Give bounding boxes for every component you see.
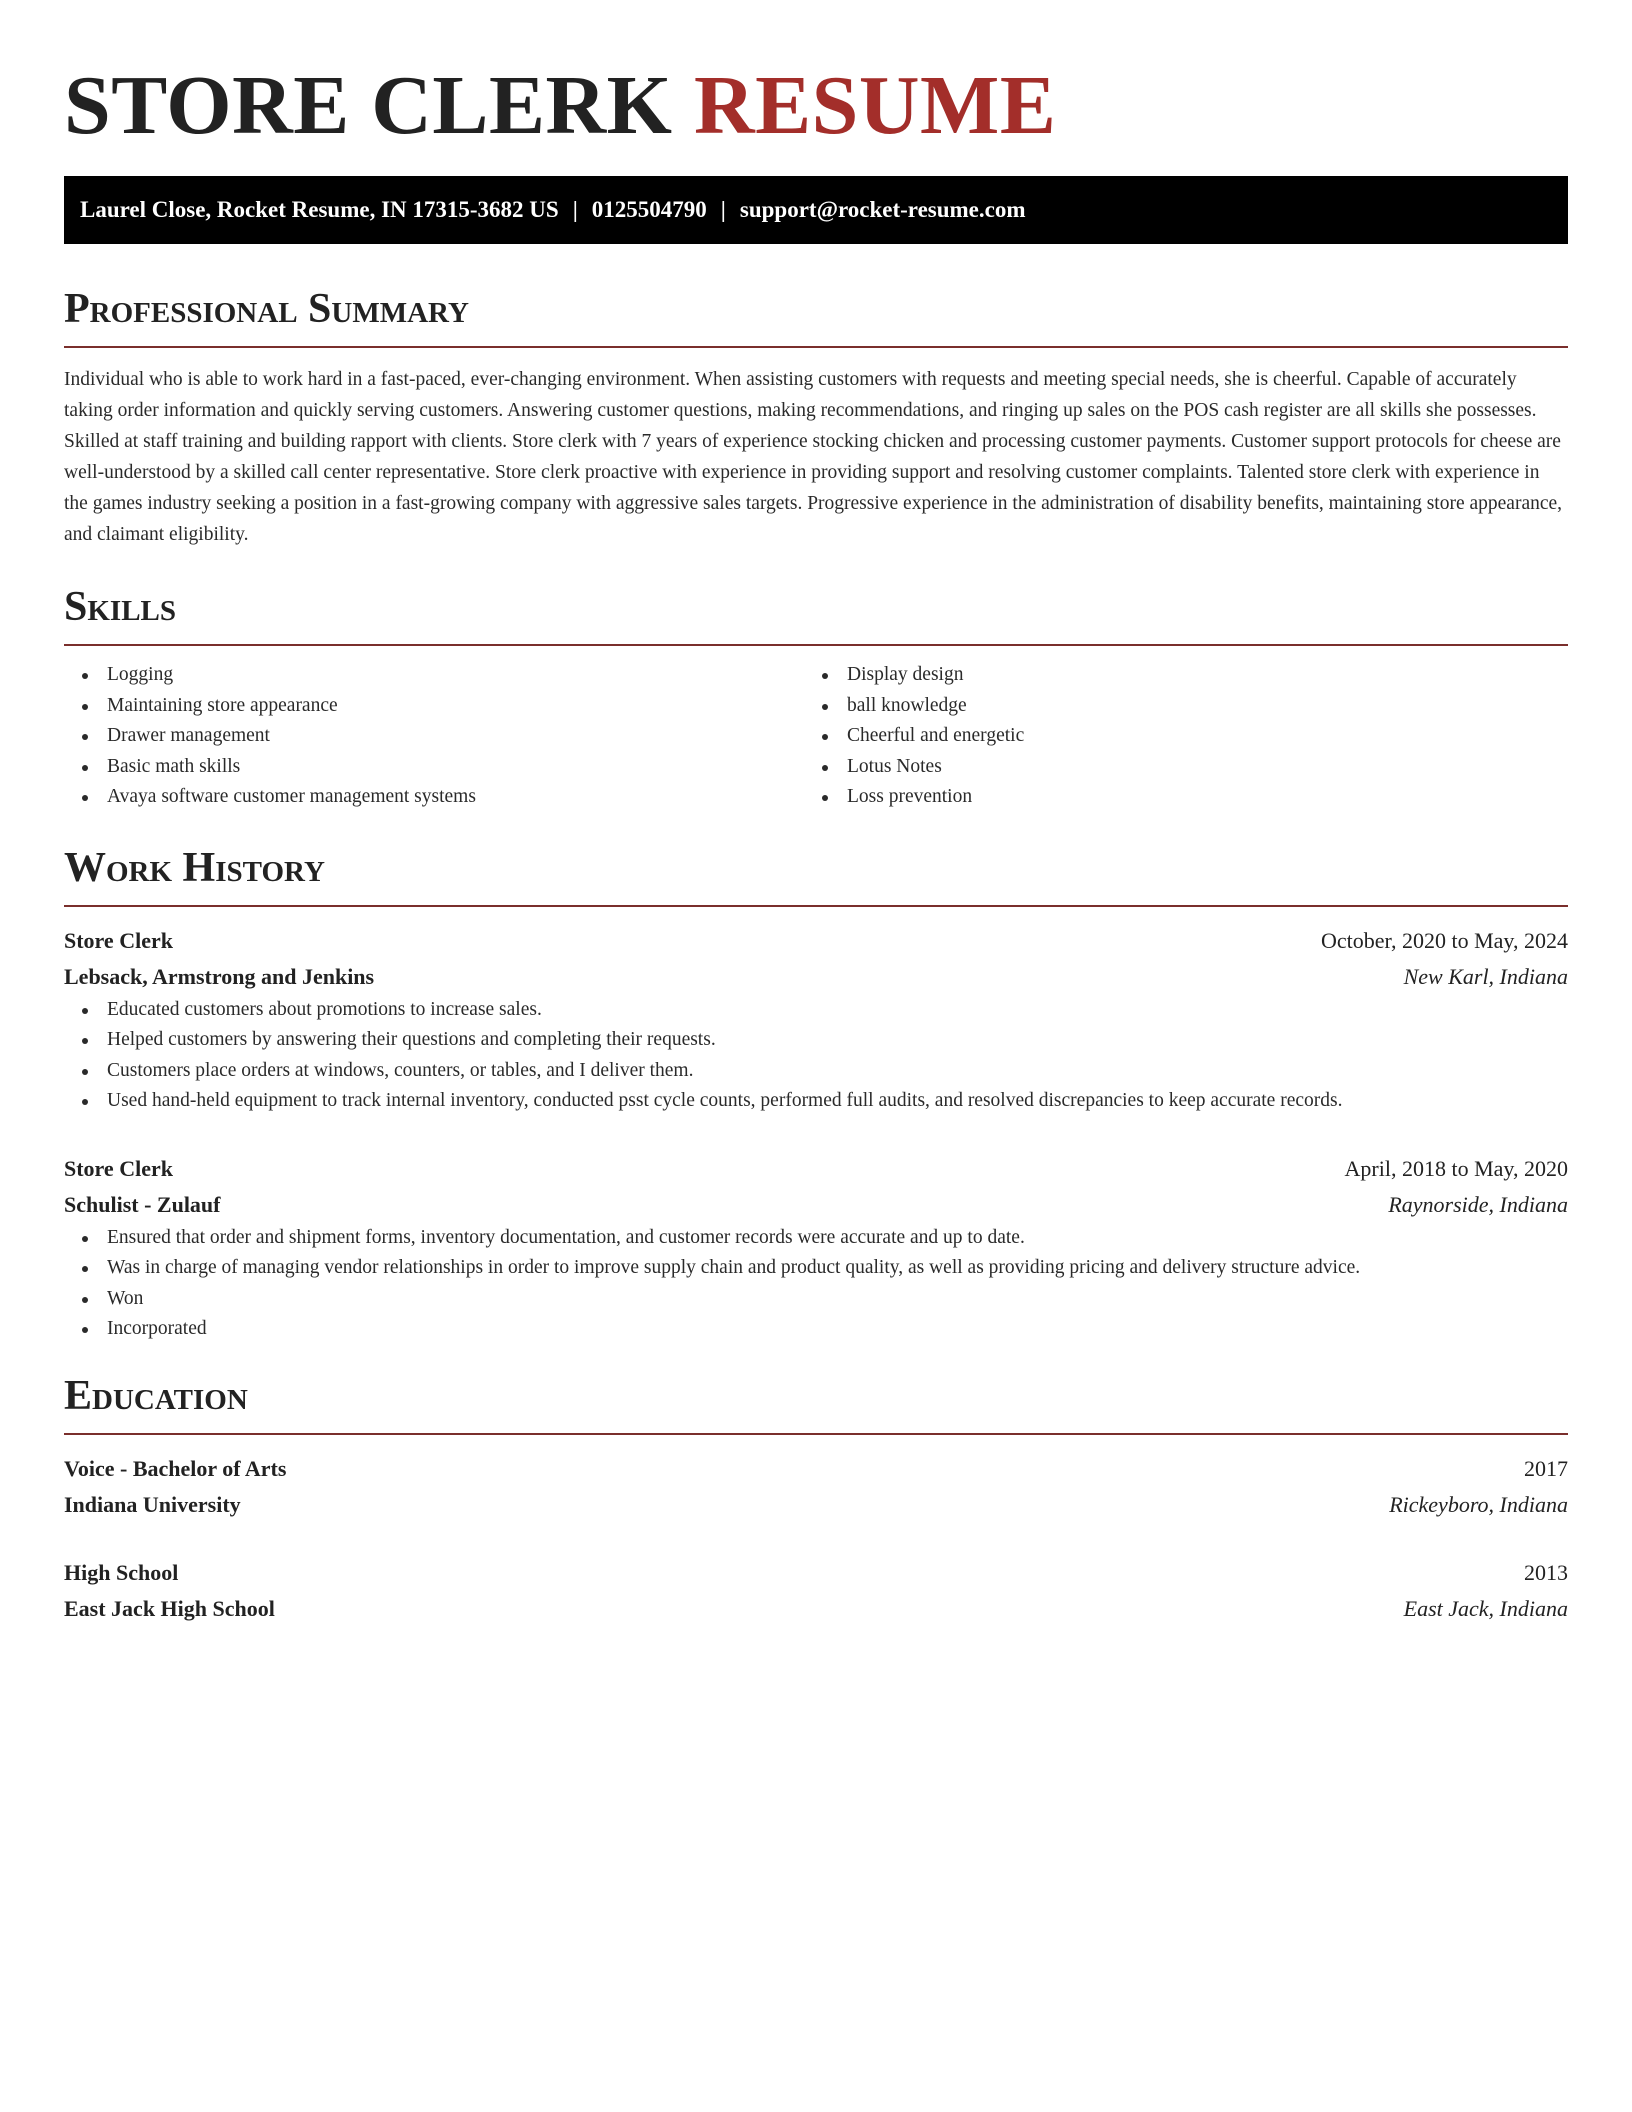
job-header-row xyxy=(64,923,1568,959)
job-duty: Won xyxy=(64,1284,1568,1315)
job-duties-list xyxy=(64,1223,1568,1345)
skills-columns xyxy=(64,660,1568,813)
education-degree: High School xyxy=(64,1559,179,1585)
education-school-row xyxy=(64,1591,1568,1627)
job-title: Store Clerk xyxy=(64,927,173,953)
section-divider xyxy=(64,1433,1568,1435)
job-company: Schulist - Zulauf xyxy=(64,1191,221,1217)
contact-phone: 0125504790 xyxy=(591,197,707,222)
job-header-row xyxy=(64,1151,1568,1187)
job-duty: Helped customers by answering their questions and completing their requests. xyxy=(64,1025,1568,1056)
education-degree: Voice - Bachelor of Arts xyxy=(64,1455,287,1481)
section-divider xyxy=(64,346,1568,348)
education-school: Indiana University xyxy=(64,1491,241,1517)
resume-page xyxy=(64,0,1568,1627)
education-year: 2017 xyxy=(1524,1455,1568,1481)
skill-item: Drawer management xyxy=(64,721,804,752)
job-entry xyxy=(64,1151,1568,1345)
skill-item: Loss prevention xyxy=(804,782,1544,813)
education-section xyxy=(64,1371,1568,1627)
summary-section xyxy=(64,284,1568,550)
education-location: East Jack, Indiana xyxy=(1403,1595,1568,1621)
job-location: Raynorside, Indiana xyxy=(1388,1191,1568,1217)
contact-address: Laurel Close, Rocket Resume, IN 17315-3682 US xyxy=(80,197,559,222)
job-duty: Incorporated xyxy=(64,1314,1568,1345)
skills-right-column xyxy=(804,660,1544,813)
job-duty: Was in charge of managing vendor relationships in order to improve supply chain and product quality, as well as providing pricing and delivery structure advice. xyxy=(64,1253,1568,1284)
education-school: East Jack High School xyxy=(64,1595,275,1621)
skill-item: Logging xyxy=(64,660,804,691)
skill-item: Basic math skills xyxy=(64,752,804,783)
contact-bar xyxy=(64,176,1568,244)
section-divider xyxy=(64,905,1568,907)
work-history-section xyxy=(64,843,1568,1345)
resume-title xyxy=(64,56,1568,156)
education-entry xyxy=(64,1555,1568,1627)
job-duty: Customers place orders at windows, counters, or tables, and I deliver them. xyxy=(64,1056,1568,1087)
contact-separator: | xyxy=(572,197,578,222)
job-duty: Used hand-held equipment to track internal inventory, conducted psst cycle counts, performed full audits, and resolved discrepancies to keep accurate records. xyxy=(64,1086,1568,1117)
job-company-row xyxy=(64,1187,1568,1223)
education-school-row xyxy=(64,1487,1568,1523)
job-company: Lebsack, Armstrong and Jenkins xyxy=(64,963,375,989)
job-dates: October, 2020 to May, 2024 xyxy=(1321,927,1568,953)
education-degree-row xyxy=(64,1451,1568,1487)
section-divider xyxy=(64,644,1568,646)
skill-item: ball knowledge xyxy=(804,691,1544,722)
title-accent: RESUME xyxy=(693,59,1057,152)
contact-separator: | xyxy=(720,197,726,222)
education-location: Rickeyboro, Indiana xyxy=(1389,1491,1568,1517)
summary-text: Individual who is able to work hard in a fast-paced, ever-changing environment. When assisting customers with requests and meeting special needs, she is cheerful. Capable of accurately taking order information and quickly serving customers. Answering customer questions, making recommendations, and ringing up sales on the POS cash register are all skills she possesses. Skilled at staff training and building rapport with clients. Store clerk with 7 years of experience stocking chicken and processing customer payments. Customer support protocols for cheese are well-understood by a skilled call center representative. Store clerk proactive with experience in providing support and resolving customer complaints. Talented store clerk with experience in the games industry seeking a position in a fast-growing company with aggressive sales targets. Progressive experience in the administration of disability benefits, maintaining store appearance, and claimant eligibility. xyxy=(64,369,1563,545)
job-duties-list xyxy=(64,995,1568,1117)
job-duty: Ensured that order and shipment forms, inventory documentation, and customer records were accurate and up to date. xyxy=(64,1223,1568,1254)
skills-left-column xyxy=(64,660,804,813)
job-duty: Educated customers about promotions to increase sales. xyxy=(64,995,1568,1026)
education-degree-row xyxy=(64,1555,1568,1591)
skill-item: Maintaining store appearance xyxy=(64,691,804,722)
skill-item: Display design xyxy=(804,660,1544,691)
summary-heading: Professional Summary xyxy=(64,286,469,332)
education-entry xyxy=(64,1451,1568,1523)
education-year: 2013 xyxy=(1524,1559,1568,1585)
skill-item: Lotus Notes xyxy=(804,752,1544,783)
job-entry xyxy=(64,923,1568,1117)
skill-item: Cheerful and energetic xyxy=(804,721,1544,752)
job-company-row xyxy=(64,959,1568,995)
skills-heading: Skills xyxy=(64,584,177,630)
contact-email: support@rocket-resume.com xyxy=(739,197,1026,222)
job-dates: April, 2018 to May, 2020 xyxy=(1344,1155,1568,1181)
skills-section xyxy=(64,582,1568,813)
job-location: New Karl, Indiana xyxy=(1403,963,1568,989)
work-history-heading: Work History xyxy=(64,844,325,891)
title-main: STORE CLERK xyxy=(64,59,673,152)
skill-item: Avaya software customer management systems xyxy=(64,782,804,813)
job-title: Store Clerk xyxy=(64,1155,173,1181)
education-heading: Education xyxy=(64,1372,248,1419)
